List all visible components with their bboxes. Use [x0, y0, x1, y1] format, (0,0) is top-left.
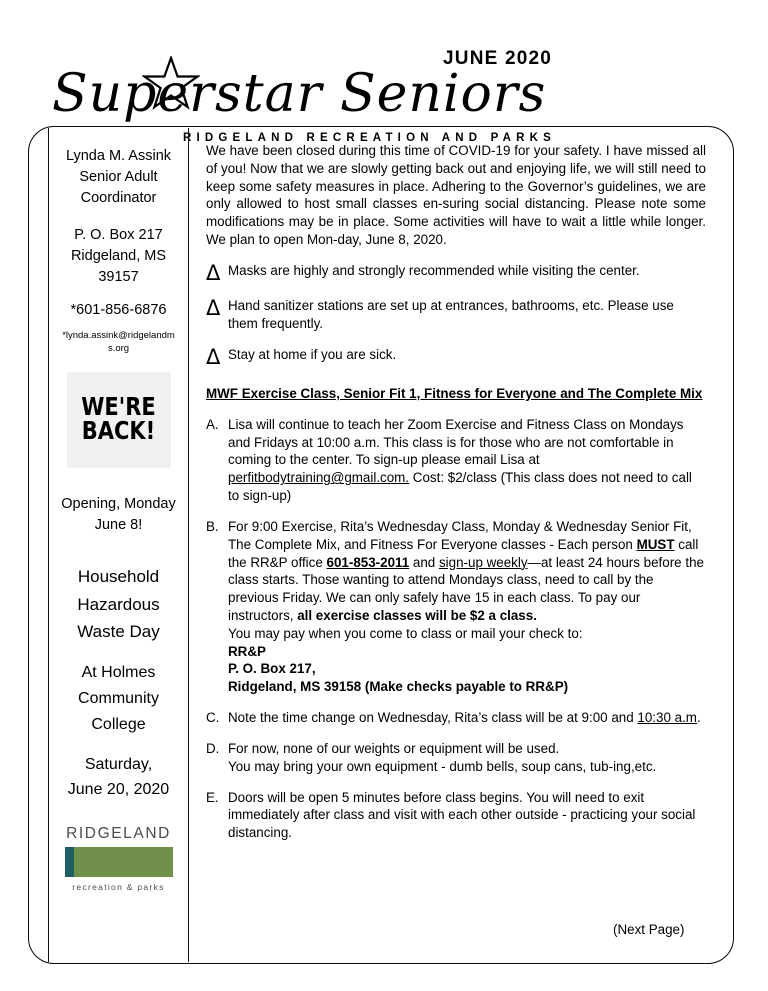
city-state: Ridgeland, MS — [70, 248, 167, 265]
item-c-body — [228, 709, 706, 727]
list-item — [206, 789, 706, 842]
item-b-body — [228, 518, 706, 696]
item-b-text-2: call the RR&P office — [228, 536, 699, 570]
list-item — [206, 740, 706, 776]
item-b-phone[interactable]: 601-853-2011 — [326, 554, 410, 570]
logo-tagline: recreation & parks — [72, 882, 165, 893]
were-back-badge — [67, 372, 171, 468]
triangle-bullet-icon: Δ — [206, 344, 221, 369]
ridgeland-logo — [65, 825, 173, 892]
item-b-address-2: P. O. Box 217, — [228, 661, 316, 677]
item-d-text-2: You may bring your own equipment - dumb bells, soup cans, tub-ing,etc. — [228, 758, 657, 774]
intro-paragraph — [206, 142, 706, 249]
item-b-bold-tail: all exercise classes will be $2 a class. — [297, 608, 537, 623]
event-date-line-2: June 20, 2020 — [67, 781, 170, 799]
issue-date: JUNE 2020 — [443, 48, 553, 69]
list-item — [206, 709, 706, 727]
opening-line-2: June 8! — [94, 517, 143, 534]
event-title — [49, 563, 188, 646]
section-heading: MWF Exercise Class, Senior Fit 1, Fitness for Everyone and The Complete Mix — [206, 385, 703, 401]
item-letter-d: D. — [206, 740, 220, 756]
event-date — [49, 752, 188, 804]
safety-bullet-1 — [206, 262, 706, 284]
item-b-address-1: RR&P — [228, 643, 266, 659]
item-d-text-1: For now, none of our weights or equipment will be used. — [228, 740, 560, 756]
item-letter-a: A. — [206, 416, 219, 432]
opening-line-1: Opening, Monday — [61, 495, 176, 512]
event-location-line-1: At Holmes — [81, 663, 156, 681]
zip-code: 39157 — [98, 269, 139, 286]
event-date-line-1: Saturday, — [84, 755, 153, 773]
item-b-must: MUST — [636, 536, 675, 552]
badge-line-1: WE'RE — [81, 392, 156, 422]
page-title: Superstar Seniors — [52, 64, 547, 124]
logo-mark — [65, 847, 173, 877]
contact-name: Lynda M. Assink — [65, 148, 172, 164]
safety-bullet-2-text: Hand sanitizer stations are set up at entrances, bathrooms, etc. Please use them frequently. — [228, 297, 674, 331]
list-item — [206, 416, 706, 505]
item-c-text-1: Note the time change on Wednesday, Rita’s class will be at 9:00 and — [228, 710, 638, 726]
event-location-line-3: College — [91, 715, 146, 733]
list-item — [206, 518, 706, 696]
safety-bullet-3 — [206, 346, 706, 368]
event-title-line-3: Waste Day — [77, 622, 160, 642]
next-page-note: (Next Page) — [613, 922, 685, 937]
item-letter-b: B. — [206, 518, 219, 534]
mailing-address — [49, 225, 188, 288]
event-title-line-1: Household — [77, 567, 160, 587]
item-a-body — [228, 416, 706, 505]
item-a-text-2: Cost: $2/class (This class does not need to call to sign-up) — [228, 470, 692, 504]
item-a-text-1: Lisa will continue to teach her Zoom Exercise and Fitness Class on Mondays and Fridays at 10:00 a.m. This class is for those who are not comfortable in coming to the center. To sign-up please email Lisa at — [228, 416, 684, 468]
item-letter-e: E. — [206, 789, 219, 805]
item-b-text-1: For 9:00 Exercise, Rita’s Wednesday Class, Monday & Wednesday Senior Fit, The Complete Mix, and Fitness For Everyone classes - Each person — [228, 518, 692, 552]
safety-bullet-1-text: Masks are highly and strongly recommended while visiting the center. — [228, 262, 640, 278]
opening-notice — [49, 494, 188, 538]
event-location-line-2: Community — [78, 689, 159, 707]
contact-title-line2: Coordinator — [80, 190, 157, 207]
event-location — [49, 660, 188, 738]
logo-wordmark: RIDGELAND — [66, 825, 171, 843]
safety-bullet-2 — [206, 297, 706, 333]
phone-number: *601-856-6876 — [70, 302, 167, 319]
item-b-text-3: and — [409, 554, 439, 570]
main-content — [206, 142, 706, 842]
sidebar — [48, 128, 189, 962]
item-b-pay-line: You may pay when you come to class or mail your check to: — [228, 625, 583, 641]
item-b-text-4: —at least 24 hours before the class starts. Those wanting to attend Mondays class, need to call by the previous Friday. We can only safely have 15 in each class. To pay our instructors, — [228, 554, 704, 623]
triangle-bullet-icon: Δ — [206, 260, 221, 285]
item-b-signup-weekly: sign-up weekly — [438, 554, 528, 570]
item-c-text-2: . — [696, 710, 701, 726]
po-box: P. O. Box 217 — [74, 227, 163, 244]
contact-block — [49, 146, 188, 209]
item-a-email-link[interactable]: perfitbodytraining@gmail.com. — [228, 470, 410, 486]
safety-bullet-3-text: Stay at home if you are sick. — [228, 346, 397, 362]
badge-line-2: BACK! — [81, 416, 156, 445]
masthead-subtitle: RIDGELAND RECREATION AND PARKS — [183, 132, 557, 144]
intro-text: We have been closed during this time of COVID-19 for your safety. I have missed all of you! Now that we are slowly getting back out and enjoying life, we will still need to keep some safety measures in place. Adhering to the Governor’s guidelines, we are only allowed to host small classes en-suring social distancing. Please note some modifications may be in place. Some activities will have to wait a little while longer. We plan to open Mon-day, June 8, 2020. — [206, 143, 706, 248]
email-address[interactable]: *lynda.assink@ridgelandms.org — [62, 330, 175, 354]
item-b-address-3: Ridgeland, MS 39158 (Make checks payable to RR&P) — [228, 679, 569, 695]
contact-title-line1: Senior Adult — [79, 169, 158, 186]
item-letter-c: C. — [206, 710, 220, 726]
masthead — [0, 26, 768, 144]
item-d-body — [228, 740, 706, 776]
triangle-bullet-icon: Δ — [206, 295, 221, 320]
event-title-line-2: Hazardous — [77, 594, 160, 614]
item-c-time: 10:30 a.m — [637, 710, 697, 726]
item-e-body: Doors will be open 5 minutes before class begins. You will need to exit immediately after class and visit with each other outside - practicing your social distancing. — [228, 789, 696, 841]
